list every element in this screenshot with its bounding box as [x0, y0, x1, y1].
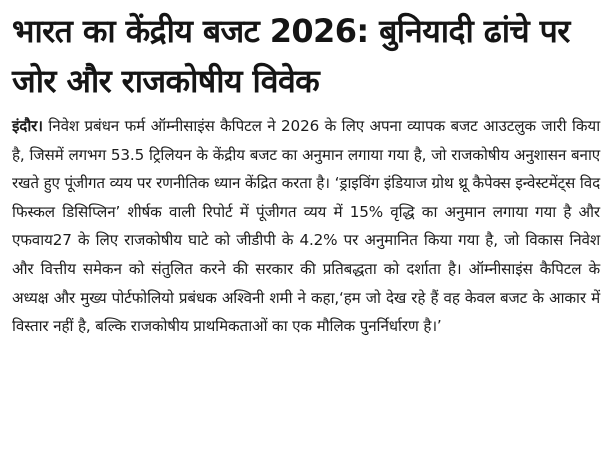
article-body-text: निवेश प्रबंधन फर्म ऑम्नीसाइंस कैपिटल ने 2026 के लिए अपना व्यापक बजट आउटलुक जारी किया है, जिसमें लगभग 53.5 ट्रिलियन के केंद्रीय बजट का अनुमान लगाया गया है, जो राजकोषीय अनुशासन बनाए रखते हुए पूंजीगत व्यय पर रणनीतिक ध्यान केंद्रित करता है। ‘ड्राइविंग इंडियाज ग्रोथ थ्रू कैपेक्स इन्वेस्टमेंट्स विद फिस्कल डिसिप्लिन’ शीर्षक वाली रिपोर्ट में पूंजीगत व्यय में 15% वृद्धि का अनुमान लगाया गया है और एफवाय27 के लिए राजकोषीय घाटे को जीडीपी के 4.2% पर अनुमानित किया गया है, जो विकास निवेश और वित्तीय समेकन को संतुलित करने की सरकार की प्रतिबद्धता को दर्शाता है। ऑम्नीसाइंस कैपिटल के अध्यक्ष और मुख्य पोर्टफोलियो प्रबंधक अश्विनी शमी ने कहा,‘हम जो देख रहे हैं वह केवल बजट के आकार में विस्तार नहीं है, बल्कि राजकोषीय प्राथमिकताओं का एक मौलिक पुनर्निर्धारण है।’ — [12, 117, 600, 336]
article-dateline: इंदौर। — [12, 117, 43, 135]
news-article — [12, 6, 600, 341]
article-body — [12, 112, 600, 341]
article-headline: भारत का केंद्रीय बजट 2026: बुनियादी ढांचे पर जोर और राजकोषीय विवेक — [12, 12, 570, 100]
